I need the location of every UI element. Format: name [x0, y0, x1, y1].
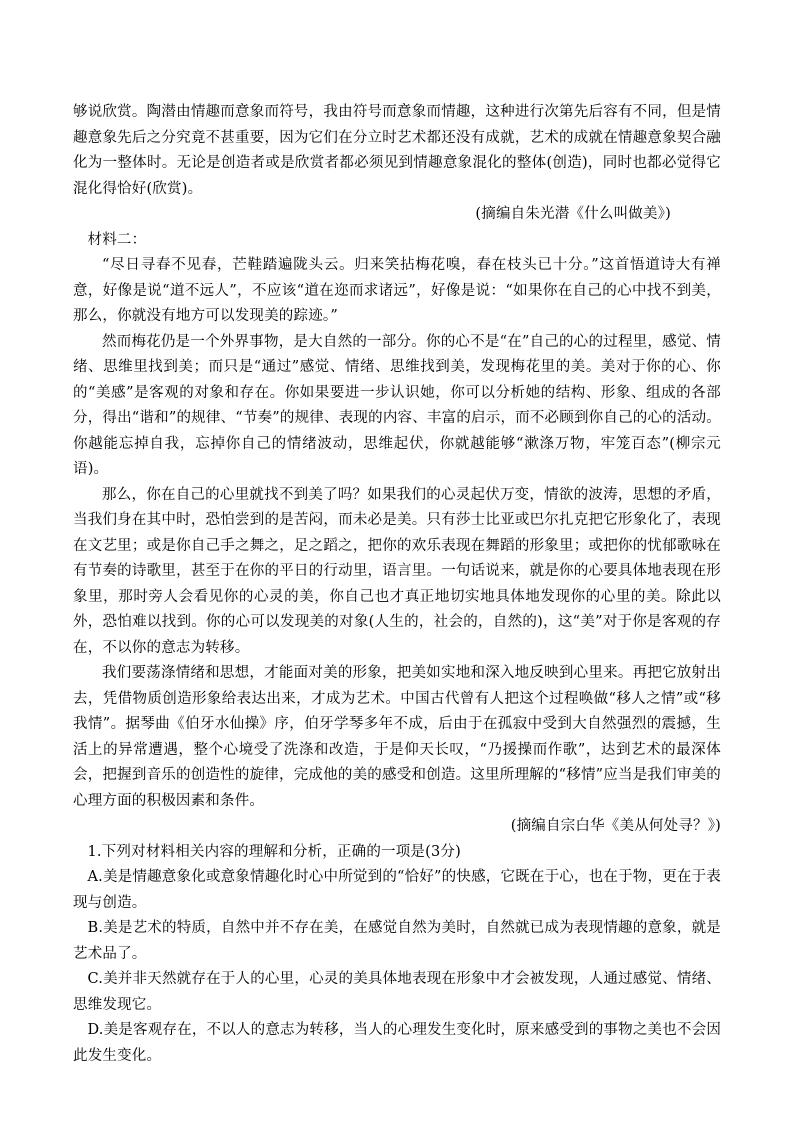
option-c: C.美并非天然就存在于人的心里，心灵的美具体地表现在形象中才会被发现，人通过感觉、情绪、思维发现它。 [73, 971, 721, 1013]
material-2-heading: 材料二： [87, 231, 147, 248]
material-2-paragraph-4: 我们要荡涤情绪和思想，才能面对美的形象，把美如实地和深入地反映到心里来。再把它放射出去，凭借物质创造形象给表达出来，才成为艺术。中国古代曾有人把这个过程唤做“移人之情”或“移我情”。据琴曲《伯牙水仙操》序，伯牙学琴多年不成，后由于在孤寂中受到大自然强烈的震撼，生活上的异常遭遇，整个心境受了洗涤和改造，于是仰天长叹，“乃援操而作歌”，达到艺术的最深体会，把握到音乐的创造性的旋律，完成他的美的感受和创造。这里所理解的“移情”应当是我们审美的心理方面的积极因素和条件。 [73, 665, 721, 809]
material-2-paragraph-3: 那么，你在自己的心里就找不到美了吗？如果我们的心灵起伏万变，情欲的波涛，思想的矛盾，当我们身在其中时，恐怕尝到的是苦闷，而未必是美。只有莎士比亚或巴尔扎克把它形象化了，表现在文艺里；或是你自己手之舞之，足之蹈之，把你的欢乐表现在舞蹈的形象里；或把你的忧郁歌咏在有节奏的诗歌里，甚至于在你的平日的行动里，语言里。一句话说来，就是你的心要具体地表现在形象里，那时旁人会看见你的心灵的美，你自己也才真正地切实地具体地发现你的心里的美。除此以外，恐怕难以找到。你的心可以发现美的对象(人生的，社会的，自然的)，这“美”对于你是客观的存在，不以你的意志为转移。 [73, 486, 721, 656]
option-b: B.美是艺术的特质，自然中并不存在美，在感觉自然为美时，自然就已成为表现情趣的意象，就是艺术品了。 [73, 920, 721, 962]
source-citation-2: (摘编自宗白华《美从何处寻？》) [510, 818, 721, 834]
option-d: D.美是客观存在，不以人的意志为转移，当人的心理发生变化时，原来感受到的事物之美也不会因此发生变化。 [73, 1022, 722, 1064]
material-2-paragraph-1: “尽日寻春不见春，芒鞋踏遍陇头云。归来笑拈梅花嗅，春在枝头已十分。”这首悟道诗大有禅意，好像是说“道不远人”，不应该“道在迩而求诸远”，好像是说：“如果你在自己的心中找不到美，那么，你就没有地方可以发现美的踪迹。” [73, 257, 721, 324]
source-citation-1: (摘编自朱光潜《什么叫做美》) [475, 206, 671, 222]
question-stem: 1.下列对材料相关内容的理解和分析，正确的一项是(3分) [87, 843, 461, 860]
material-2-paragraph-2: 然而梅花仍是一个外界事物，是大自然的一部分。你的心不是“在”自己的心的过程里，感觉、情绪、思维里找到美；而只是“通过”感觉、情绪、思维找到美，发现梅花里的美。美对于你的心、你的“美感”是客观的对象和存在。你如果要进一步认识她，你可以分析她的结构、形象、组成的各部分，得出“谐和”的规律、“节奏”的规律、表现的内容、丰富的启示，而不必顾到你自己的心的活动。你越能忘掉自我，忘掉你自己的情绪波动，思维起伏，你就越能够“漱涤万物，牢笼百态”(柳宗元语)。 [73, 333, 721, 477]
document-page [73, 100, 721, 1069]
intro-paragraph: 够说欣赏。陶潜由情趣而意象而符号，我由符号而意象而情趣，这种进行次第先后容有不同，但是情趣意象先后之分究竟不甚重要，因为它们在分立时艺术都还没有成就，艺术的成就在情趣意象契合融化为一整体时。无论是创造者或是欣赏者都必须见到情趣意象混化的整体(创造)，同时也都必觉得它混化得恰好(欣赏)。 [73, 104, 721, 197]
option-a: A.美是情趣意象化或意象情趣化时心中所觉到的“恰好”的快感，它既在于心，也在于物，更在于表现与创造。 [73, 869, 721, 911]
